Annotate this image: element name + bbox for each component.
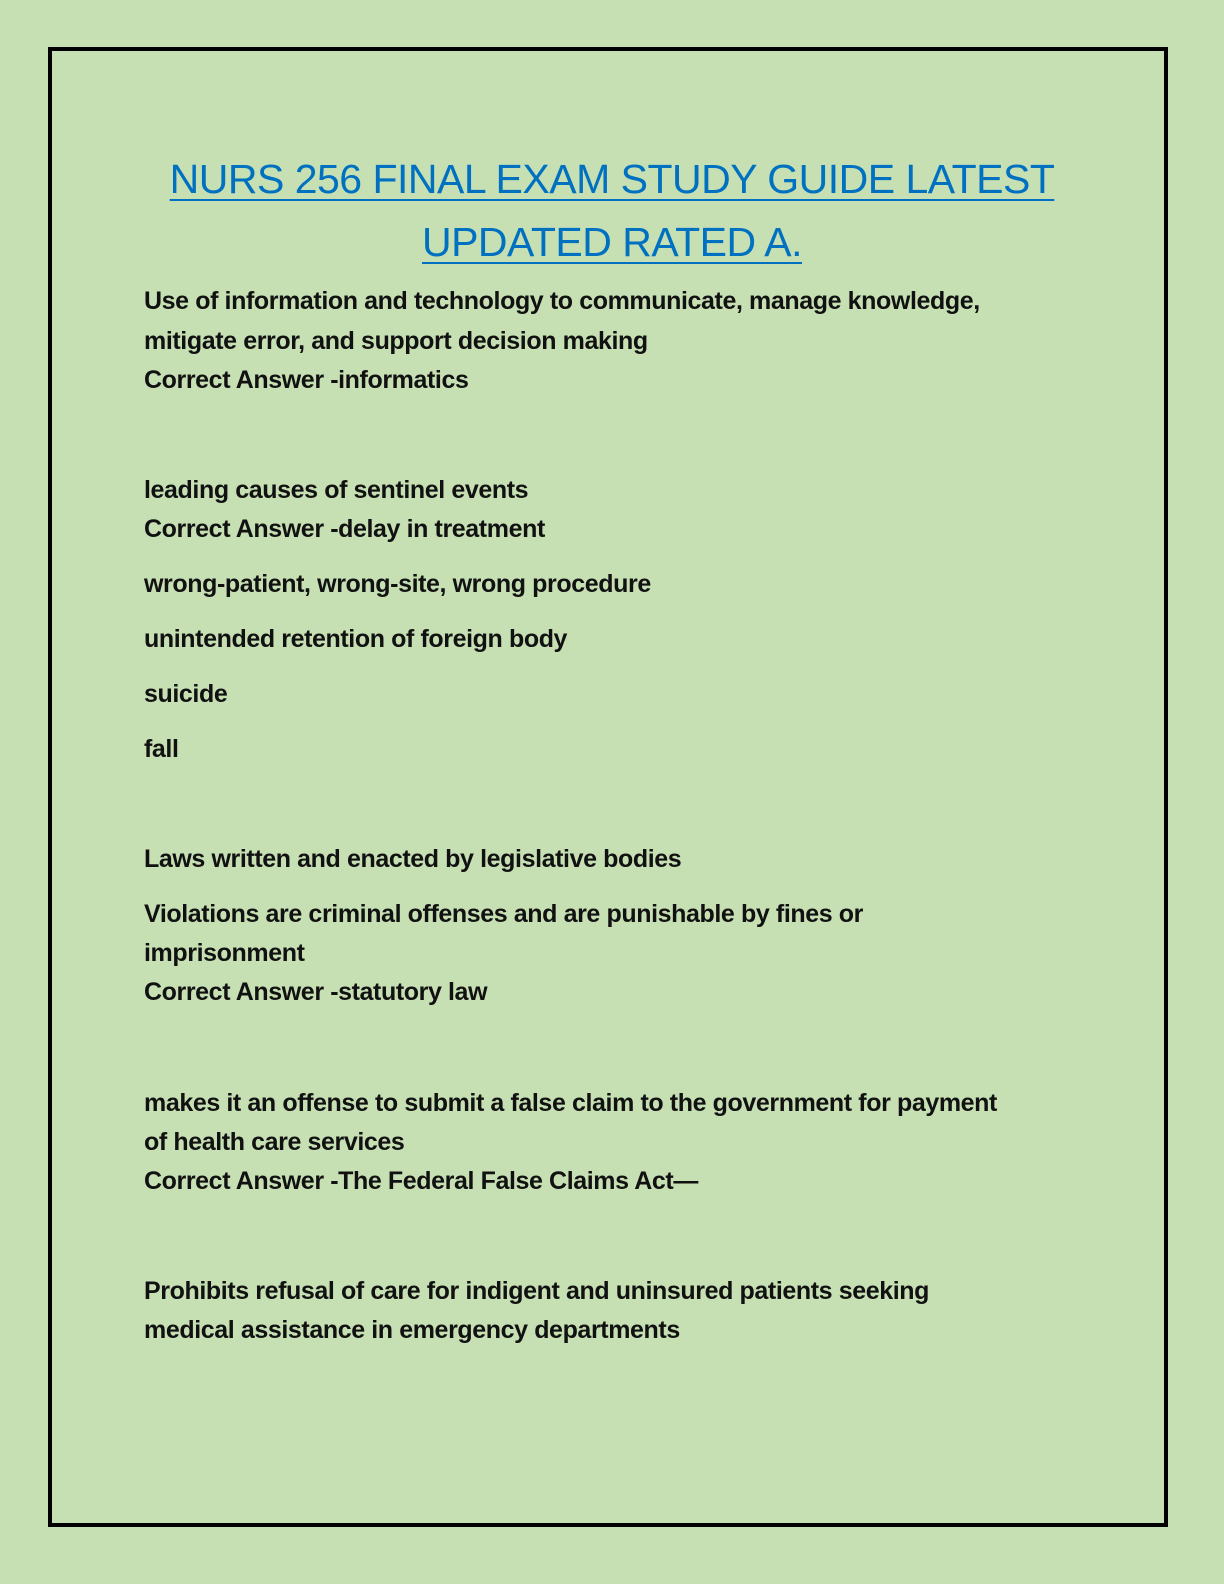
correct-answer: Correct Answer -statutory law: [144, 978, 488, 1006]
document-title: [0, 148, 1224, 274]
question-text: makes it an offense to submit a false claim to the government for payment: [144, 1089, 997, 1117]
question-text: leading causes of sentinel events: [144, 476, 529, 504]
question-text: Use of information and technology to communicate, manage knowledge,: [144, 287, 980, 315]
question-text: imprisonment: [144, 939, 305, 967]
question-text: Laws written and enacted by legislative bodies: [144, 845, 682, 873]
question-text: Violations are criminal offenses and are punishable by fines or: [144, 900, 864, 928]
title-line-2: UPDATED RATED A.: [421, 219, 803, 265]
answer-item: wrong-patient, wrong-site, wrong procedure: [144, 570, 651, 598]
question-text: medical assistance in emergency departments: [144, 1316, 680, 1344]
title-line-1: NURS 256 FINAL EXAM STUDY GUIDE LATEST: [169, 156, 1055, 202]
answer-item: unintended retention of foreign body: [144, 625, 568, 653]
correct-answer: Correct Answer -The Federal False Claims Act—: [144, 1167, 698, 1195]
answer-item: fall: [144, 735, 179, 763]
answer-item: suicide: [144, 680, 228, 708]
correct-answer: Correct Answer -delay in treatment: [144, 515, 545, 543]
question-text: of health care services: [144, 1128, 405, 1156]
correct-answer: Correct Answer -informatics: [144, 366, 469, 394]
question-text: Prohibits refusal of care for indigent and uninsured patients seeking: [144, 1277, 930, 1305]
question-text: mitigate error, and support decision making: [144, 327, 648, 355]
